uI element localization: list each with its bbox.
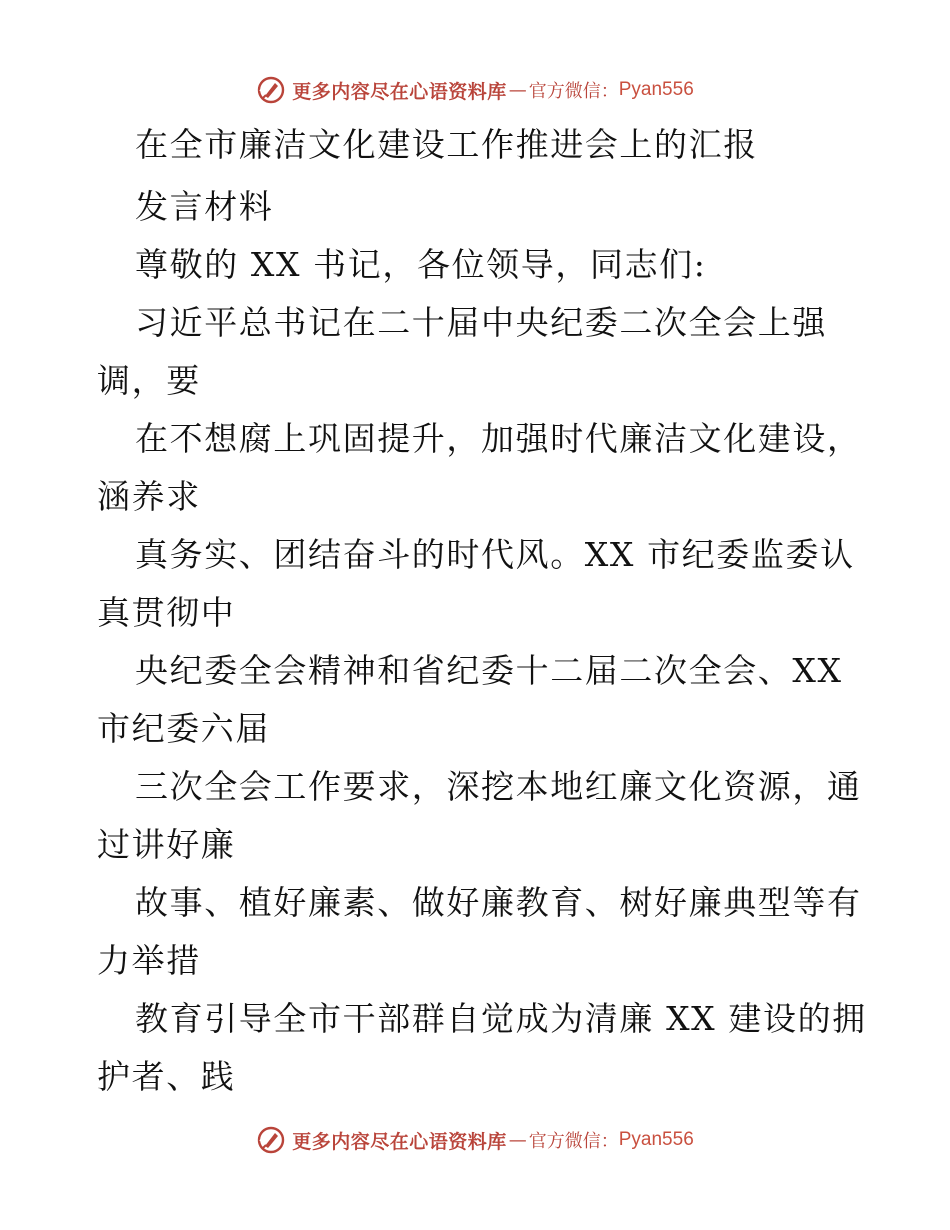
- doc-line: 教育引导全市干部群自觉成为清廉 XX 建设的拥: [135, 999, 867, 1038]
- footer-banner: [0, 1120, 950, 1160]
- header-separator: —: [508, 79, 527, 101]
- pen-nib-logo-icon: [256, 75, 286, 105]
- doc-line: 真务实、团结奋斗的时代风。XX 市纪委监委认: [135, 535, 855, 574]
- doc-line: 过讲好廉: [97, 825, 236, 864]
- pen-nib-logo-icon: [256, 1125, 286, 1155]
- doc-line-title-1: 在全市廉洁文化建设工作推进会上的汇报: [135, 125, 758, 164]
- doc-line: 在不想腐上巩固提升，加强时代廉洁文化建设，: [135, 419, 862, 458]
- header-wechat-id: Pyan556: [618, 79, 694, 100]
- doc-line: 央纪委全会精神和省纪委十二届二次全会、XX: [135, 651, 843, 690]
- footer-wechat-label: 官方微信：: [528, 1131, 619, 1152]
- doc-line-title-2: 发言材料: [135, 187, 274, 226]
- header-banner: [0, 70, 950, 110]
- doc-line: 习近平总书记在二十届中央纪委二次全会上强: [135, 303, 827, 342]
- header-site-text: 更多内容尽在心语资料库: [292, 80, 507, 103]
- doc-line-salutation: 尊敬的 XX 书记，各位领导，同志们:: [135, 245, 707, 284]
- footer-site-text: 更多内容尽在心语资料库: [292, 1130, 507, 1153]
- doc-line: 市纪委六届: [97, 709, 270, 748]
- header-wechat-label: 官方微信：: [528, 81, 619, 102]
- footer-wechat-id: Pyan556: [618, 1129, 694, 1150]
- doc-line: 调，要: [97, 361, 201, 400]
- footer-separator: —: [508, 1129, 527, 1151]
- doc-line: 三次全会工作要求，深挖本地红廉文化资源，通: [135, 767, 862, 806]
- doc-line: 护者、践: [97, 1057, 236, 1096]
- doc-line: 力举措: [97, 941, 201, 980]
- doc-line: 涵养求: [97, 477, 201, 516]
- doc-line: 故事、植好廉素、做好廉教育、树好廉典型等有: [135, 883, 862, 922]
- doc-line: 真贯彻中: [97, 593, 236, 632]
